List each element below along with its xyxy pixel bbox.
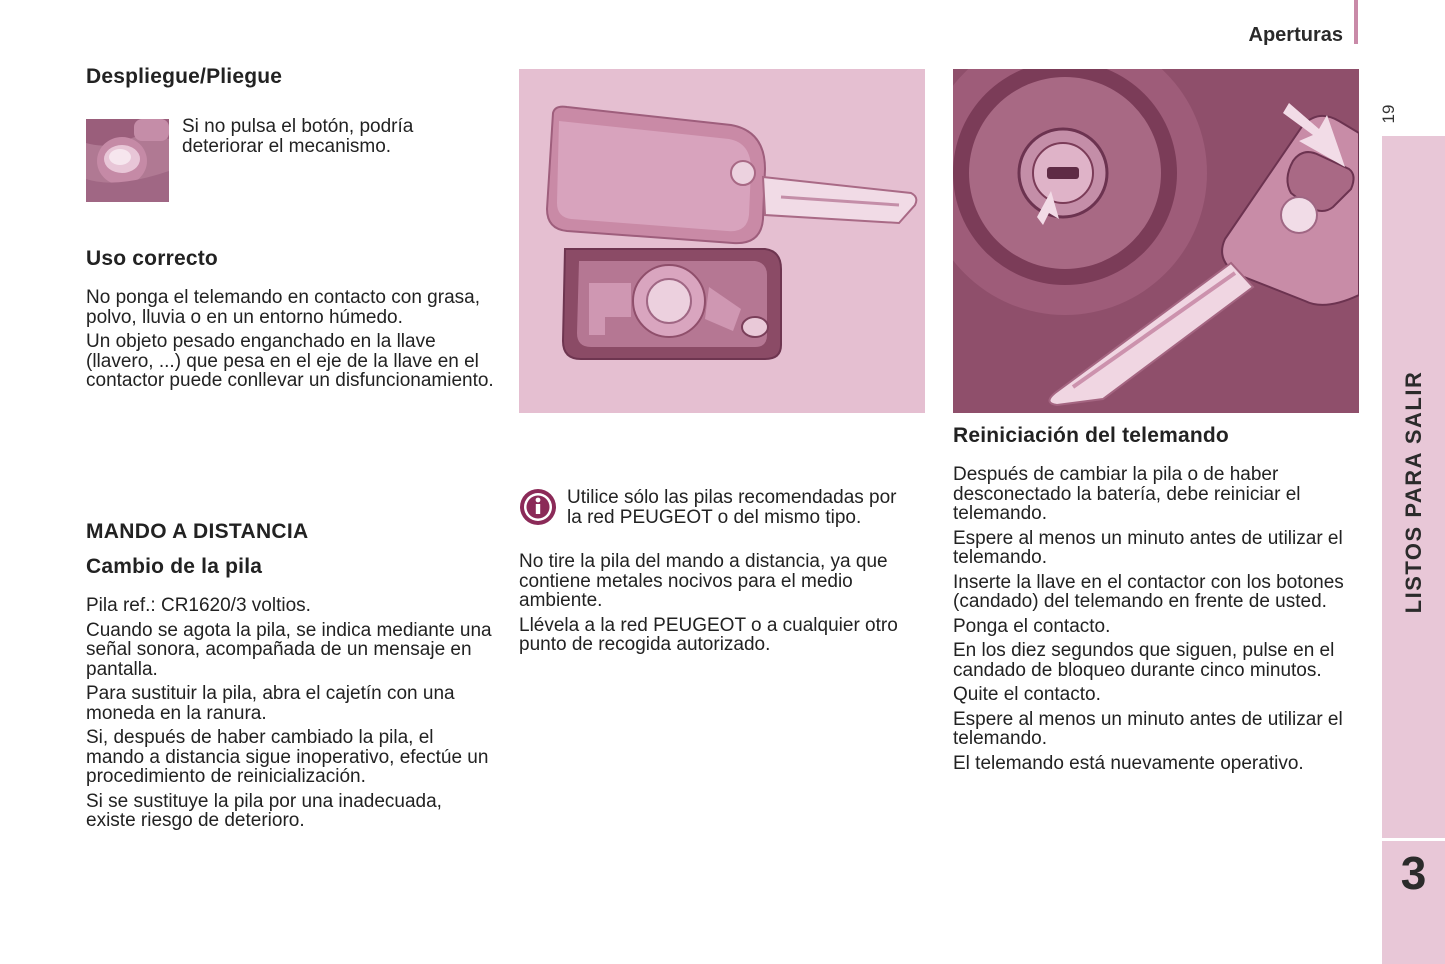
chapter-title (1382, 152, 1445, 832)
chapter-title-text: LISTOS PARA SALIR (1400, 370, 1426, 614)
battery-body (86, 596, 494, 836)
correct-use-paragraph: Un objeto pesado enganchado en la llave (llavero, ...) que pesa en el eje de la llave en el contactor puede conllevar un disfuncionamiento. (86, 331, 494, 391)
battery-paragraph: Si se sustituye la pila por una inadecuada, existe riesgo de deterioro. (86, 790, 442, 831)
reset-paragraph: El telemando está nuevamente operativo. (953, 752, 1304, 774)
chapter-number: 3 (1400, 847, 1427, 899)
page-number: 19 (1379, 104, 1398, 124)
reset-paragraph: En los diez segundos que siguen, pulse en el candado de bloqueo durante cinco minutos. (953, 640, 1335, 681)
reset-body (953, 465, 1361, 778)
chapter-divider (1382, 838, 1445, 841)
remote-case-drawing (519, 69, 925, 413)
reset-paragraph: Quite el contacto. (953, 684, 1101, 705)
fold-button-thumbnail (86, 119, 169, 202)
recycle-paragraph: Llévela a la red PEUGEOT o a cualquier otro punto de recogida autorizado. (519, 614, 898, 655)
reset-paragraph: Espere al menos un minuto antes de utilizar el telemando. (953, 708, 1343, 749)
fold-text: Si no pulsa el botón, podría deteriorar el mecanismo. (182, 116, 414, 157)
header-divider (1354, 0, 1358, 44)
key-button-illustration (86, 119, 169, 202)
correct-use-body (86, 288, 494, 396)
reset-paragraph: Después de cambiar la pila o de haber desconectado la batería, debe reiniciar el telemando. (953, 464, 1301, 524)
recycle-body (519, 552, 925, 660)
reset-paragraph: Ponga el contacto. (953, 615, 1111, 637)
battery-paragraph: Si, después de haber cambiado la pila, el mando a distancia sigue inoperativo, efectúe un procedimiento de reinicialización. (86, 727, 489, 787)
remote-heading: MANDO A DISTANCIA (86, 520, 309, 543)
info-icon (519, 488, 557, 526)
correct-use-paragraph: No ponga el telemando en contacto con grasa, polvo, lluvia o en un entorno húmedo. (86, 287, 480, 328)
battery-subheading: Cambio de la pila (86, 555, 263, 578)
reset-paragraph: Inserte la llave en el contactor con los botones (candado) del telemando en frente de usted. (953, 571, 1344, 612)
battery-paragraph: Cuando se agota la pila, se indica mediante una señal sonora, acompañada de un mensaje en pantalla. (86, 619, 492, 680)
section-title: Aperturas (1248, 24, 1343, 46)
battery-paragraph: Para sustituir la pila, abra el cajetín con una moneda en la ranura. (86, 683, 455, 724)
reset-heading: Reiniciación del telemando (953, 424, 1229, 447)
fold-heading: Despliegue/Pliegue (86, 65, 283, 88)
battery-paragraph: Pila ref.: CR1620/3 voltios. (86, 595, 311, 616)
remote-opened-illustration (519, 69, 925, 413)
recycle-paragraph: No tire la pila del mando a distancia, ya que contiene metales nocivos para el medio ambiente. (519, 551, 888, 611)
correct-use-heading: Uso correcto (86, 247, 218, 270)
ignition-key-drawing (953, 69, 1359, 413)
info-note: Utilice sólo las pilas recomendadas por la red PEUGEOT o del mismo tipo. (567, 487, 897, 528)
ignition-illustration (953, 69, 1359, 413)
reset-paragraph: Espere al menos un minuto antes de utilizar el telemando. (953, 527, 1343, 568)
